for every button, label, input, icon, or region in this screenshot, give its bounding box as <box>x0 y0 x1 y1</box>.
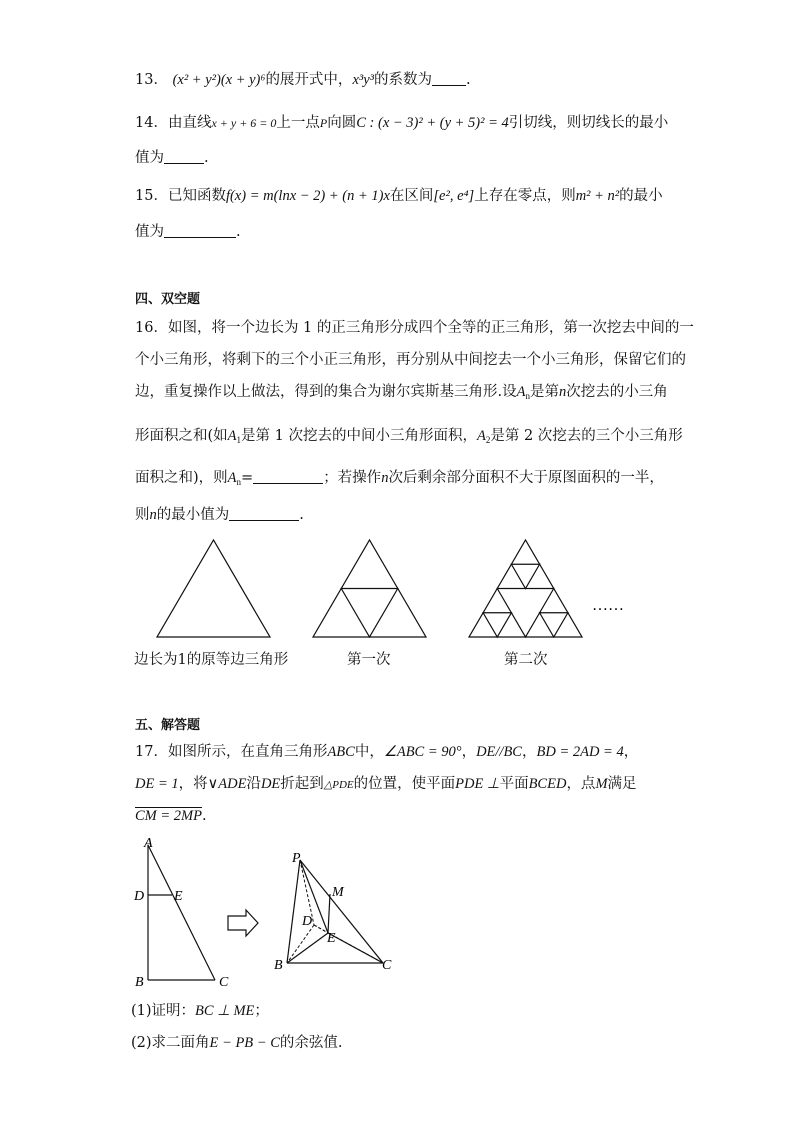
q13-term: x³y³ <box>352 72 375 88</box>
q17-sub1-text: (1)证明： <box>131 1003 196 1019</box>
label-E: E <box>174 889 183 904</box>
q16-text-b: 是第 <box>529 384 559 400</box>
q15-text-line2: 值为 <box>135 224 164 240</box>
q17-sub2-math: E − PB − C <box>209 1035 280 1051</box>
label-D: D <box>134 889 145 904</box>
q14-text-c: 向圆 <box>327 115 357 131</box>
q16-text: 面积之和)，则 <box>135 470 228 486</box>
edge-em <box>328 894 330 933</box>
q17-parallel: DE//BC <box>476 744 522 760</box>
sierpinski-figure <box>0 530 794 645</box>
edge-be <box>287 933 328 963</box>
label-B: B <box>135 975 144 990</box>
triangle-second-removed-right <box>540 613 568 637</box>
q16-text-c: 次挖去的小三角 <box>566 384 668 400</box>
q16-text-c: ；若操作 <box>323 470 382 486</box>
triangle-original <box>157 540 270 637</box>
q14-text-line2: 值为 <box>135 150 164 166</box>
caption-first: 第一次 <box>347 652 391 668</box>
q17-sub2-text: (2)求二面角 <box>131 1035 210 1051</box>
q13-period: . <box>466 72 471 88</box>
q15-function: f(x) = m(lnx − 2) + (n + 1)x <box>225 188 390 204</box>
answer-blank[interactable] <box>432 71 466 86</box>
q16-subscript-n: n <box>236 477 242 487</box>
q17-sub2-end: 的余弦值. <box>279 1035 343 1051</box>
q13-text-end: 的系数为 <box>374 72 433 88</box>
q17-m: M <box>595 776 608 792</box>
q16-subscript-1: 1 <box>236 435 242 445</box>
q17-angle: ∠ABC = 90° <box>383 744 462 760</box>
edge-pc <box>300 860 383 963</box>
q16-line1: 16．如图，将一个边长为 1 的正三角形分成四个全等的正三角形，第一次挖去中间的一 <box>135 320 694 336</box>
q15-text: 15．已知函数 <box>135 188 226 204</box>
q16-line6 <box>135 505 304 525</box>
edge-ac <box>148 845 215 980</box>
caption-second: 第二次 <box>504 652 548 668</box>
q16-period: . <box>299 507 304 523</box>
answer-blank[interactable] <box>253 469 323 484</box>
q17-bd: BD = 2AD = 4 <box>536 744 624 760</box>
answer-blank[interactable] <box>229 506 299 521</box>
q16-An <box>228 470 241 486</box>
q17-de2: DE <box>260 776 281 792</box>
q16-line5 <box>135 468 664 492</box>
q17-line1 <box>135 742 638 762</box>
q16-line4 <box>135 426 683 450</box>
q14-text-d: 引切线，则切线长的最小 <box>508 115 669 131</box>
q17-ade: ADE <box>218 776 247 792</box>
q17-text-e: 平面 <box>499 776 529 792</box>
question-15-line2 <box>135 222 241 242</box>
label-M: M <box>332 885 344 900</box>
label-P: P <box>292 851 301 866</box>
q17-sub1-end: ； <box>254 1003 269 1019</box>
answer-blank[interactable] <box>164 223 236 238</box>
q17-comma: ， <box>623 744 639 760</box>
q13-expression: (x² + y²)(x + y)⁶ <box>172 72 266 88</box>
q16-n: n <box>381 470 389 486</box>
q17-plane2: BCED <box>528 776 567 792</box>
q14-text-b: 上一点 <box>276 115 320 131</box>
q16-text-d: 次后剩余部分面积不大于原图面积的一半， <box>388 470 664 486</box>
q16-A2-letter: A <box>476 428 486 444</box>
q17-text-d: 的位置，使平面 <box>353 776 456 792</box>
q13-number: 13． <box>135 72 168 88</box>
q16-text-b: 是第 1 次挖去的中间小三角形面积， <box>241 428 477 444</box>
q15-period: . <box>236 224 241 240</box>
q16-line3 <box>135 382 668 406</box>
q16-n: n <box>558 384 567 400</box>
caption-original: 边长为1的原等边三角形 <box>134 652 289 668</box>
label-D-3d: D <box>302 914 313 929</box>
q17-sub1-math: BC ⊥ ME <box>195 1003 255 1019</box>
q16-text: 边，重复操作以上做法，得到的集合为谢尔宾斯基三角形.设 <box>135 384 517 400</box>
q16-An <box>517 384 530 400</box>
q16-A1 <box>228 428 241 444</box>
triangle-first-removed <box>341 589 398 638</box>
q16-text-c: 是第 2 次挖去的三个小三角形 <box>490 428 683 444</box>
q14-point: P <box>319 116 328 130</box>
q17-triangle: ABC <box>327 744 355 760</box>
q17-text-b: 沿 <box>246 776 261 792</box>
q13-text: 的展开式中， <box>265 72 353 88</box>
q16-n: n <box>149 507 157 523</box>
q15-text-b: 在区间 <box>389 188 434 204</box>
ellipsis: …… <box>592 597 624 614</box>
q17-text-g: 满足 <box>607 776 637 792</box>
label-C: C <box>219 975 229 990</box>
question-13 <box>135 70 471 90</box>
q16-subscript-n: n <box>525 391 530 401</box>
q17-text-f: ，点 <box>566 776 596 792</box>
question-14-line2 <box>135 148 209 168</box>
q17-pde: △PDE <box>323 779 354 791</box>
q17-comma: ， <box>521 744 537 760</box>
q16-An-letter: A <box>516 384 526 400</box>
q15-text-d: 的最小 <box>619 188 663 204</box>
section-heading-4: 四、双空题 <box>135 292 201 307</box>
q17-plane1: PDE ⊥ <box>455 776 500 792</box>
q17-text: ，将∨ <box>178 776 219 792</box>
q17-vector: CM = 2MP <box>135 808 202 824</box>
q14-line-equation: x + y + 6 = 0 <box>211 116 277 130</box>
q15-interval: [e², e⁴] <box>433 188 475 204</box>
question-14-line1 <box>135 113 668 133</box>
q17-figure <box>0 830 794 1000</box>
q14-text: 14．由直线 <box>135 115 212 131</box>
q17-line2 <box>135 774 637 795</box>
q14-period: . <box>204 150 209 166</box>
q15-text-c: 上存在零点，则 <box>474 188 576 204</box>
triangle-second-removed-top <box>511 564 539 588</box>
q14-circle-equation: C : (x − 3)² + (y + 5)² = 4 <box>356 115 509 131</box>
q17-text: 17．如图所示，在直角三角形 <box>135 744 328 760</box>
q16-A2 <box>477 428 490 444</box>
q17-sub2 <box>131 1033 342 1053</box>
question-15-line1 <box>135 186 663 206</box>
q16-equals: = <box>241 470 254 486</box>
q17-text-b: 中， <box>354 744 384 760</box>
q15-expression: m² + n² <box>575 188 620 204</box>
arrow-icon <box>228 910 258 936</box>
triangle-second-removed-left <box>483 613 511 637</box>
q16-An-letter: A <box>227 470 237 486</box>
label-A: A <box>144 836 153 851</box>
label-E-3d: E <box>327 931 336 946</box>
q16-line2: 个小三角形，将剩下的三个小正三角形，再分别从中间挖去一个小三角形，保留它们的 <box>135 352 686 368</box>
label-C-3d: C <box>382 958 392 973</box>
q17-period: . <box>201 808 207 824</box>
q17-de: DE = 1 <box>135 776 179 792</box>
label-B-3d: B <box>274 958 283 973</box>
q16-text-b: 的最小值为 <box>156 507 230 523</box>
q17-comma: ， <box>461 744 477 760</box>
q17-sub1 <box>131 1001 269 1021</box>
q16-text: 则 <box>135 507 150 523</box>
q16-text: 形面积之和(如 <box>135 428 228 444</box>
section-heading-5: 五、解答题 <box>135 718 201 733</box>
q16-subscript-2: 2 <box>485 435 491 445</box>
answer-blank[interactable] <box>164 149 204 164</box>
q17-line3 <box>135 806 207 826</box>
q17-text-c: 折起到 <box>280 776 324 792</box>
q16-A1-letter: A <box>227 428 237 444</box>
